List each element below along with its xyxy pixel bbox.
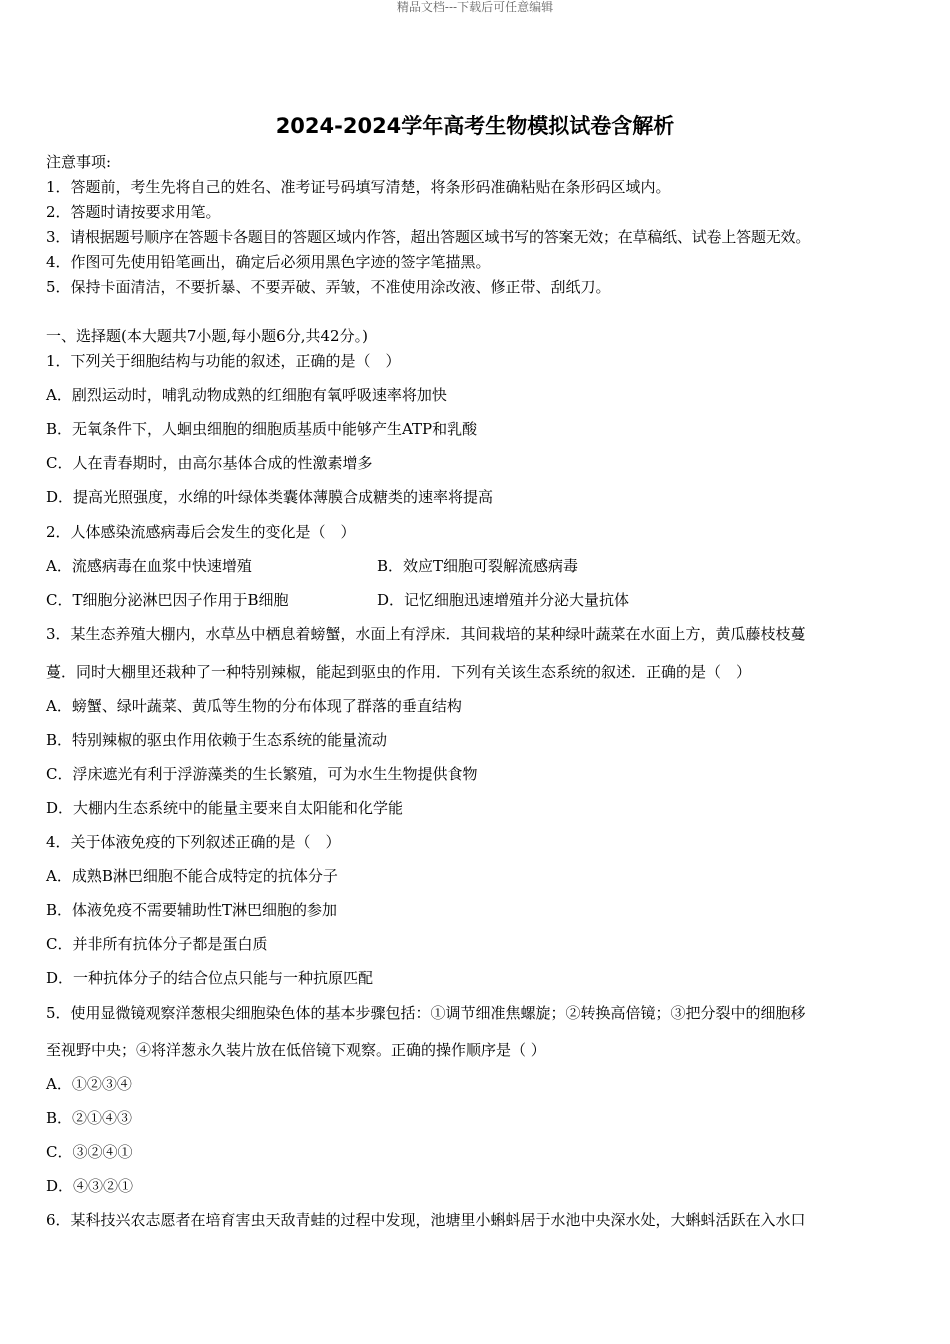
q2-option-a: A．流感病毒在血浆中快速增殖 <box>46 557 252 575</box>
q3-stem-1: 3．某生态养殖大棚内，水草丛中栖息着螃蟹，水面上有浮床．其间栽培的某种绿叶蔬菜在水面上方，黄瓜藤枝枝蔓 <box>46 625 806 643</box>
q5-option-d: D．④③②① <box>46 1177 134 1195</box>
q1-option-b: B．无氧条件下，人蛔虫细胞的细胞质基质中能够产生ATP和乳酸 <box>46 420 478 438</box>
q3-option-d: D．大棚内生态系统中的能量主要来自太阳能和化学能 <box>46 799 404 817</box>
notice-item-1: 1．答题前，考生先将自己的姓名、准考证号码填写清楚，将条形码准确粘贴在条形码区域内。 <box>46 178 671 196</box>
page-header: 精品文档---下载后可任意编辑 <box>396 0 554 14</box>
q3-option-a: A．螃蟹、绿叶蔬菜、黄瓜等生物的分布体现了群落的垂直结构 <box>46 697 462 715</box>
notice-item-2: 2．答题时请按要求用笔。 <box>46 203 221 221</box>
q5-option-a: A．①②③④ <box>46 1075 132 1093</box>
q4-option-d: D．一种抗体分子的结合位点只能与一种抗原匹配 <box>46 969 374 987</box>
notice-item-5: 5．保持卡面清洁，不要折暴、不要弄破、弄皱，不准使用涂改液、修正带、刮纸刀。 <box>46 278 611 296</box>
q4-option-b: B．体液免疫不需要辅助性T淋巴细胞的参加 <box>46 901 338 919</box>
q1-stem: 1．下列关于细胞结构与功能的叙述，正确的是（ ） <box>46 352 401 370</box>
section-heading: 一、选择题(本大题共7小题,每小题6分,共42分。) <box>46 327 368 345</box>
page-title: 2024-2024学年高考生物模拟试卷含解析 <box>275 114 675 138</box>
q1-option-a: A．剧烈运动时，哺乳动物成熟的红细胞有氧呼吸速率将加快 <box>46 386 447 404</box>
q2-option-b: B．效应T细胞可裂解流感病毒 <box>377 557 579 575</box>
q5-option-c: C．③②④① <box>46 1143 133 1161</box>
q5-stem-1: 5．使用显微镜观察洋葱根尖细胞染色体的基本步骤包括：①调节细准焦螺旋；②转换高倍镜；③把分裂中的细胞移 <box>46 1004 806 1022</box>
q3-stem-2: 蔓．同时大棚里还栽种了一种特别辣椒，能起到驱虫的作用．下列有关该生态系统的叙述．正确的是（ ） <box>46 663 752 681</box>
q2-option-d: D．记忆细胞迅速增殖并分泌大量抗体 <box>377 591 630 609</box>
q1-option-d: D．提高光照强度，水绵的叶绿体类囊体薄膜合成糖类的速率将提高 <box>46 488 494 506</box>
q5-stem-2: 至视野中央；④将洋葱永久装片放在低倍镜下观察。正确的操作顺序是（ ） <box>46 1041 546 1059</box>
q4-option-c: C．并非所有抗体分子都是蛋白质 <box>46 935 268 953</box>
q3-option-b: B．特别辣椒的驱虫作用依赖于生态系统的能量流动 <box>46 731 388 749</box>
q3-option-c: C．浮床遮光有利于浮游藻类的生长繁殖，可为水生生物提供食物 <box>46 765 478 783</box>
q6-stem-1: 6．某科技兴农志愿者在培育害虫天敌青蛙的过程中发现，池塘里小蝌蚪居于水池中央深水处，大蝌蚪活跃在入水口 <box>46 1211 806 1229</box>
q4-stem: 4．关于体液免疫的下列叙述正确的是（ ） <box>46 833 341 851</box>
q2-option-c: C．T细胞分泌淋巴因子作用于B细胞 <box>46 591 289 609</box>
notice-item-4: 4．作图可先使用铅笔画出，确定后必须用黑色字迹的签字笔描黑。 <box>46 253 491 271</box>
notice-item-3: 3．请根据题号顺序在答题卡各题目的答题区域内作答，超出答题区域书写的答案无效；在草稿纸、试卷上答题无效。 <box>46 228 811 246</box>
q1-option-c: C．人在青春期时，由高尔基体合成的性激素增多 <box>46 454 373 472</box>
q5-option-b: B．②①④③ <box>46 1109 133 1127</box>
q2-stem: 2．人体感染流感病毒后会发生的变化是（ ） <box>46 523 356 541</box>
q4-option-a: A．成熟B淋巴细胞不能合成特定的抗体分子 <box>46 867 338 885</box>
notice-heading: 注意事项: <box>46 153 112 171</box>
